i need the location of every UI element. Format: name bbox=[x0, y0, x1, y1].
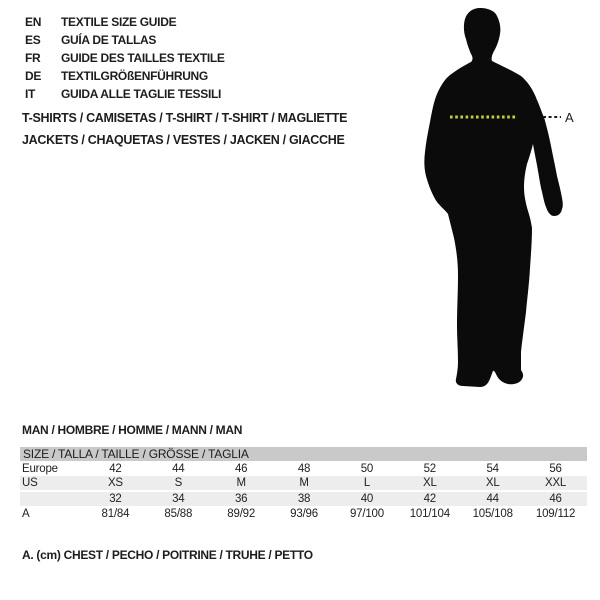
table-cell: XL bbox=[398, 476, 461, 491]
table-row-europe bbox=[20, 461, 587, 476]
table-cell: 101/104 bbox=[398, 506, 461, 521]
table-cell: 44 bbox=[147, 461, 210, 476]
table-cell: 93/96 bbox=[273, 506, 336, 521]
language-title: GUIDE DES TAILLES TEXTILE bbox=[61, 51, 225, 65]
size-table-header-row bbox=[20, 447, 587, 461]
table-cell: 46 bbox=[210, 461, 273, 476]
table-cell: M bbox=[210, 476, 273, 491]
table-cell: 36 bbox=[210, 491, 273, 506]
language-code: DE bbox=[25, 69, 42, 83]
section-title: MAN / HOMBRE / HOMME / MANN / MAN bbox=[22, 423, 243, 437]
man-silhouette-figure bbox=[403, 4, 583, 396]
table-cell: M bbox=[273, 476, 336, 491]
language-code: FR bbox=[25, 51, 41, 65]
table-cell: 46 bbox=[524, 491, 587, 506]
table-cell: 56 bbox=[524, 461, 587, 476]
table-cell: 34 bbox=[147, 491, 210, 506]
language-row-en bbox=[25, 13, 225, 31]
table-cell: 48 bbox=[273, 461, 336, 476]
table-cell: 42 bbox=[84, 461, 147, 476]
table-cell: XL bbox=[461, 476, 524, 491]
row-label bbox=[20, 491, 84, 506]
row-label: US bbox=[20, 476, 84, 491]
category-tshirts: T-SHIRTS / CAMISETAS / T-SHIRT / T-SHIRT / MAGLIETTE bbox=[22, 111, 348, 125]
language-title: GUÍA DE TALLAS bbox=[61, 33, 157, 47]
table-cell: 97/100 bbox=[336, 506, 399, 521]
language-title: TEXTILE SIZE GUIDE bbox=[61, 15, 177, 29]
language-guide-list bbox=[25, 13, 225, 103]
table-cell: 42 bbox=[398, 491, 461, 506]
table-cell: 52 bbox=[398, 461, 461, 476]
category-jackets: JACKETS / CHAQUETAS / VESTES / JACKEN / GIACCHE bbox=[22, 133, 345, 147]
row-label: Europe bbox=[20, 461, 84, 476]
table-cell: 38 bbox=[273, 491, 336, 506]
language-code: ES bbox=[25, 33, 41, 47]
language-title: TEXTILGRÖßENFÜHRUNG bbox=[61, 69, 208, 83]
table-row-us bbox=[20, 476, 587, 491]
table-cell: 44 bbox=[461, 491, 524, 506]
table-cell: L bbox=[336, 476, 399, 491]
table-cell: 81/84 bbox=[84, 506, 147, 521]
table-cell: 85/88 bbox=[147, 506, 210, 521]
table-cell: 89/92 bbox=[210, 506, 273, 521]
table-cell: 54 bbox=[461, 461, 524, 476]
table-cell: S bbox=[147, 476, 210, 491]
measurement-footnote: A. (cm) CHEST / PECHO / POITRINE / TRUHE / PETTO bbox=[22, 548, 313, 562]
table-cell: 105/108 bbox=[461, 506, 524, 521]
table-cell: XS bbox=[84, 476, 147, 491]
row-label: A bbox=[20, 506, 84, 521]
garment-categories bbox=[22, 107, 347, 151]
table-row-us-numeric bbox=[20, 491, 587, 506]
size-table bbox=[20, 447, 587, 521]
man-silhouette bbox=[424, 8, 562, 387]
table-cell: 109/112 bbox=[524, 506, 587, 521]
size-table-header: SIZE / TALLA / TAILLE / GRÖSSE / TAGLIA bbox=[20, 447, 587, 461]
language-row-it bbox=[25, 85, 225, 103]
table-cell: 32 bbox=[84, 491, 147, 506]
table-row-chest-cm bbox=[20, 506, 587, 521]
table-cell: XXL bbox=[524, 476, 587, 491]
table-cell: 50 bbox=[336, 461, 399, 476]
language-row-es bbox=[25, 31, 225, 49]
table-cell: 40 bbox=[336, 491, 399, 506]
language-code: EN bbox=[25, 15, 42, 29]
language-code: IT bbox=[25, 87, 36, 101]
language-title: GUIDA ALLE TAGLIE TESSILI bbox=[61, 87, 222, 101]
language-row-fr bbox=[25, 49, 225, 67]
language-row-de bbox=[25, 67, 225, 85]
measure-label-a: A bbox=[565, 110, 574, 125]
